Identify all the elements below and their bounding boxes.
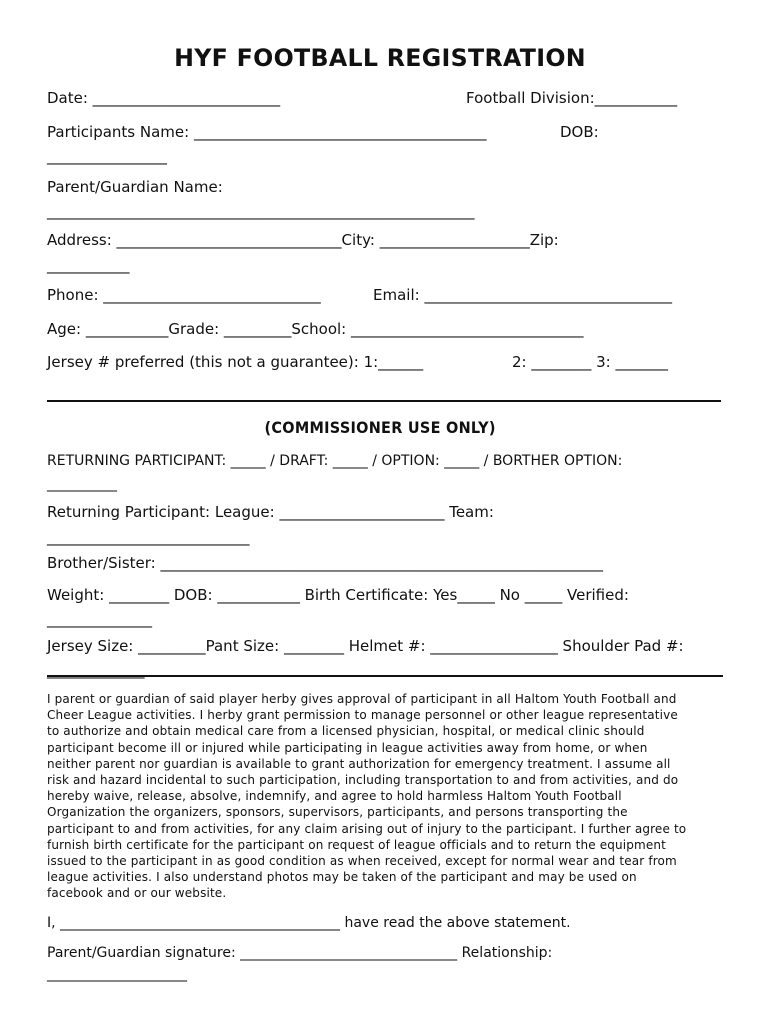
weight-dob-birth-certificate-field[interactable]: Weight: ________ DOB: ___________ Birth Certificate: Yes_____ No _____ Verified: — [47, 586, 629, 604]
email-field[interactable]: Email: _________________________________ — [373, 286, 672, 304]
equipment-sizes-field[interactable]: Jersey Size: _________Pant Size: ________ Helmet #: _________________ Shoulder Pad #: — [47, 637, 684, 655]
waiver-line: I parent or guardian of said player herby gives approval of participant in all Haltom Youth Football and — [47, 692, 677, 706]
team-field[interactable]: ___________________________ — [47, 528, 250, 546]
waiver-line: to authorize and obtain medical care from a licensed physician, hospital, or medical clinic should — [47, 724, 645, 739]
waiver-line: neither parent nor guardian is available to grant authorization for emergency treatment. I assume all — [47, 756, 671, 771]
age-grade-school-field[interactable]: Age: ___________Grade: _________School: _______________________________ — [47, 320, 584, 338]
zip-field[interactable]: ___________ — [47, 256, 130, 274]
address-field[interactable]: Address: ______________________________City: ____________________Zip: — [47, 231, 559, 249]
page-title: HYF FOOTBALL REGISTRATION — [174, 44, 586, 72]
dob-label: DOB: — [560, 123, 599, 141]
waiver-line: hereby waive, release, absolve, indemnify, and agree to hold harmless Haltom Youth Football — [47, 789, 622, 804]
waiver-line: furnish birth certificate for the participant on request of league officials and to return the equipment — [47, 837, 667, 852]
waiver-line: participant to and from activities, for any claim arising out of injury to the participant. I further agree to — [47, 821, 687, 836]
sibling-field[interactable]: Brother/Sister: ___________________________________________________________ — [47, 554, 603, 572]
waiver-line: Cheer League activities. I herby grant permission to manage personnel or other league representative — [47, 708, 678, 723]
division-field[interactable]: Football Division:___________ — [466, 89, 678, 107]
waiver-line: Organization the organizers, sponsors, supervisors, participants, and persons transporting the — [47, 805, 628, 820]
dob-field[interactable]: ________________ — [47, 147, 167, 165]
waiver-line: facebook and or our website. — [47, 886, 227, 901]
jersey-preference-field[interactable]: Jersey # preferred (this not a guarantee): 1:______ — [47, 353, 424, 371]
jersey-alternates-field[interactable]: 2: ________ 3: _______ — [512, 353, 668, 371]
verified-field[interactable]: ______________ — [47, 610, 152, 628]
shoulder-pad-field[interactable]: _____________ — [47, 661, 145, 679]
waiver-line: participant become ill or injured while participating in league activities away from home, or when — [47, 740, 648, 755]
waiver-line: risk and hazard incidental to such participation, including transportation to and from activities, and do — [47, 773, 679, 788]
statement-acknowledgement-field[interactable]: I, ________________________________________ have read the above statement. — [47, 915, 571, 931]
guardian-label: Parent/Guardian Name: — [47, 178, 223, 196]
date-field[interactable]: Date: _________________________ — [47, 89, 281, 107]
returning-participant-field[interactable]: RETURNING PARTICIPANT: _____ / DRAFT: _____ / OPTION: _____ / BORTHER OPTION: — [47, 453, 623, 469]
waiver-paragraph — [47, 691, 727, 902]
brother-option-field[interactable]: __________ — [47, 476, 117, 492]
guardian-name-field[interactable]: _________________________________________________________ — [47, 202, 475, 220]
league-field[interactable]: Returning Participant: League: ______________________ Team: — [47, 503, 494, 521]
phone-field[interactable]: Phone: _____________________________ — [47, 286, 321, 304]
waiver-divider — [47, 675, 723, 677]
relationship-field[interactable]: ____________________ — [47, 966, 187, 982]
commissioner-heading: (COMMISSIONER USE ONLY) — [264, 418, 496, 437]
waiver-line: league activities. I also understand photos may be taken of the participant and may be used on — [47, 870, 637, 885]
guardian-signature-field[interactable]: Parent/Guardian signature: _______________________________ Relationship: — [47, 945, 553, 961]
participant-name-field[interactable]: Participants Name: _______________________________________ — [47, 123, 487, 141]
waiver-line: issued to the participant in as good condition as when received, except for normal wear and tear from — [47, 854, 677, 869]
section-divider — [47, 400, 721, 402]
